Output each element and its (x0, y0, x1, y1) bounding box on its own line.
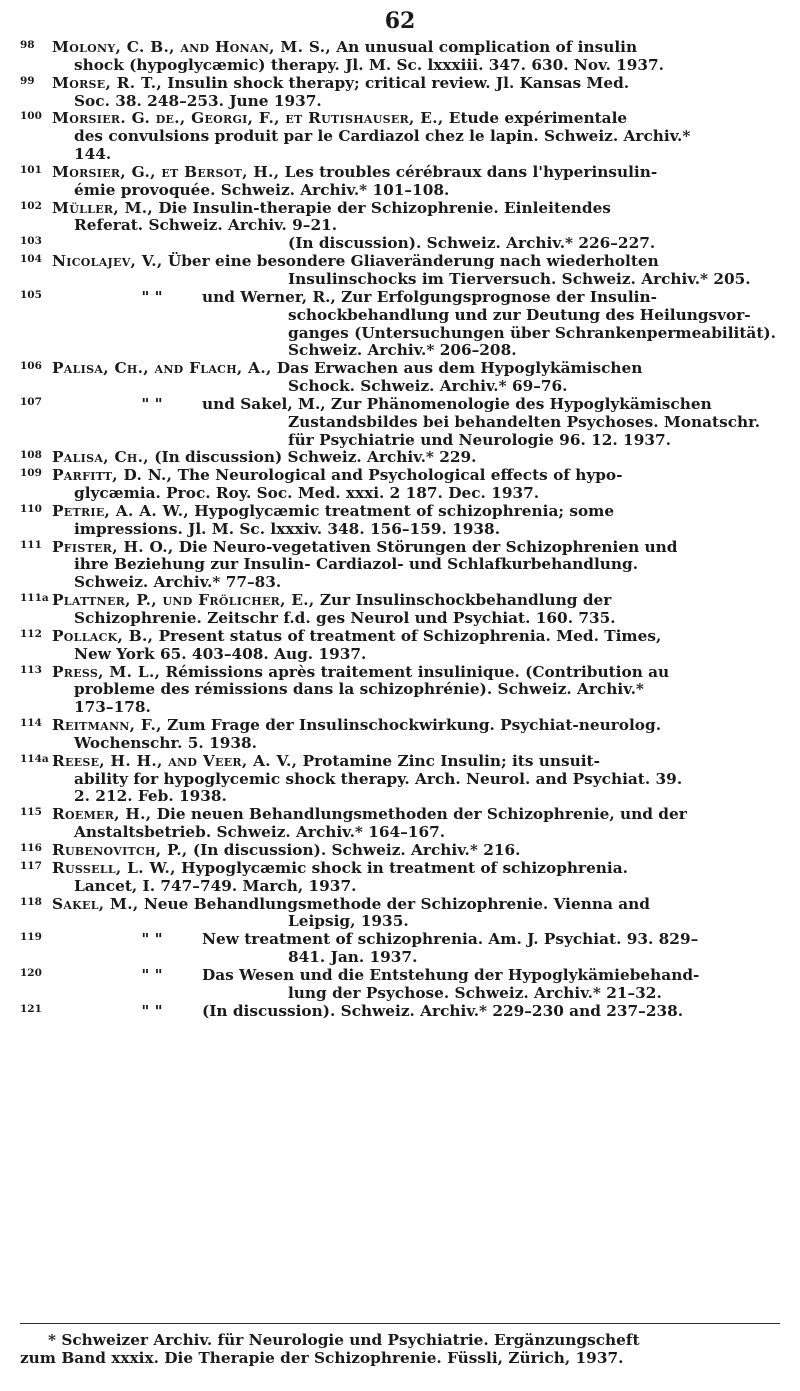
reference-number: 101 (20, 163, 42, 176)
reference-text: Das Erwachen aus dem Hypoglykämischen (271, 359, 643, 378)
reference-continuation: émie provoquée. Schweiz. Archiv.* 101–108. (74, 180, 450, 199)
reference-first-line (52, 75, 790, 93)
reference-continuation: Schweiz. Archiv.* 77–83. (74, 573, 282, 592)
reference-number: 107 (20, 395, 42, 408)
reference-number: 118 (20, 895, 42, 908)
reference-first-line (52, 860, 790, 878)
reference-continuation: New York 65. 403–408. Aug. 1937. (74, 644, 367, 663)
reference-entry (20, 664, 790, 718)
reference-text: Über eine besondere Gliaveränderung nach wiederholten (162, 252, 659, 271)
reference-entry (20, 717, 790, 753)
reference-continuation: Wochenschr. 5. 1938. (74, 733, 257, 752)
page-number: 62 (384, 8, 416, 34)
reference-first-line (52, 628, 790, 646)
footnote-line-2: zum Band xxxix. Die Therapie der Schizophrenie. Füssli, Zürich, 1937. (20, 1349, 624, 1367)
reference-entry (20, 75, 790, 111)
reference-text: Das Wesen und die Entstehung der Hypoglykämiebehand- (202, 965, 700, 984)
reference-author: Palisa, Ch., (52, 448, 149, 467)
reference-entry (20, 806, 790, 842)
reference-author: Molony, C. B., and Honan, M. S., (52, 38, 331, 56)
reference-text: Etude expérimentale (443, 109, 628, 128)
reference-text: An unusual complication of insulin (330, 38, 638, 56)
reference-text: Die Neuro-vegetativen Störungen der Schizophrenien und (173, 537, 678, 556)
reference-number: 113 (20, 663, 42, 676)
reference-author: Parfitt, D. N., (52, 466, 173, 485)
reference-author: Rubenovitch, P., (52, 840, 188, 859)
reference-continuation: 144. (74, 145, 112, 164)
reference-text: Hypoglycæmic shock in treatment of schizophrenia. (175, 858, 628, 877)
reference-continuation: Insulinschocks im Tierversuch. Schweiz. Archiv.* 205. (288, 269, 751, 288)
reference-number: 120 (20, 966, 42, 979)
reference-entry (20, 467, 790, 503)
reference-first-line (52, 931, 790, 949)
footnote-divider (20, 1323, 780, 1324)
reference-first-line (52, 449, 790, 467)
reference-continuation: impressions. Jl. M. Sc. lxxxiv. 348. 156–159. 1938. (74, 519, 501, 538)
reference-entry (20, 753, 790, 807)
reference-text: (In discussion). Schweiz. Archiv.* 216. (187, 840, 521, 859)
reference-author: Müller, M., (52, 198, 154, 217)
footnote-line-1: * Schweizer Archiv. für Neurologie und Psychiatrie. Ergänzungscheft (48, 1331, 640, 1349)
reference-author: Palisa, Ch., and Flach, A., (52, 359, 272, 378)
reference-author: Plattner, P., und Frölicher, E., (52, 591, 315, 610)
reference-number: 114a (20, 752, 49, 765)
reference-author: Petrie, A. A. W., (52, 501, 189, 520)
reference-first-line (52, 503, 790, 521)
reference-entry (20, 628, 790, 664)
reference-entry (20, 503, 790, 539)
reference-continuation: schockbehandlung und zur Deutung des Heilungsvor- (288, 305, 751, 324)
reference-first-line (52, 289, 790, 307)
reference-author: Reitmann, F., (52, 716, 162, 735)
reference-first-line (52, 1003, 790, 1021)
reference-number: 116 (20, 841, 42, 854)
reference-continuation: des convulsions produit par le Cardiazol chez le lapin. Schweiz. Archiv.* (74, 127, 691, 146)
reference-number: 111a (20, 592, 49, 605)
reference-first-line (52, 235, 790, 253)
ditto-mark: " " (141, 394, 163, 413)
reference-first-line (52, 842, 790, 860)
reference-text: Insulin shock therapy; critical review. Jl. Kansas Med. (161, 73, 630, 92)
reference-author: Russell, L. W., (52, 858, 176, 877)
reference-entry (20, 1003, 790, 1021)
reference-number: 121 (20, 1002, 42, 1015)
reference-first-line (52, 360, 790, 378)
reference-entry (20, 200, 790, 236)
reference-first-line (52, 253, 790, 271)
reference-text: Hypoglycæmic treatment of schizophrenia; some (188, 501, 615, 520)
reference-text: Die Insulin-therapie der Schizophrenie. Einleitendes (153, 198, 611, 217)
reference-number: 106 (20, 360, 42, 373)
reference-author: Reese, H. H., and Veer, A. V., (52, 751, 298, 770)
reference-continuation: Anstaltsbetrieb. Schweiz. Archiv.* 164–167. (74, 823, 446, 842)
reference-text: Protamine Zinc Insulin; its unsuit- (297, 751, 600, 770)
reference-entry (20, 253, 790, 289)
reference-text: The Neurological and Psychological effects of hypo- (172, 466, 623, 485)
reference-first-line (52, 896, 790, 914)
reference-continuation: für Psychiatrie und Neurologie 96. 12. 1937. (288, 430, 671, 449)
reference-number: 103 (20, 235, 42, 248)
reference-number: 117 (20, 859, 42, 872)
ditto-mark: " " (141, 287, 163, 306)
reference-entry (20, 360, 790, 396)
reference-continuation: Zustandsbildes bei behandelten Psychoses. Monatschr. (288, 412, 761, 431)
reference-entry (20, 842, 790, 860)
reference-author: Press, M. L., (52, 662, 161, 681)
reference-author: Morse, R. T., (52, 73, 162, 92)
reference-author: Sakel, M., (52, 894, 139, 913)
reference-entry (20, 396, 790, 450)
reference-number: 114 (20, 717, 42, 730)
reference-entry (20, 967, 790, 1003)
reference-number: 119 (20, 931, 42, 944)
reference-number: 108 (20, 449, 42, 462)
reference-continuation: Soc. 38. 248–253. June 1937. (74, 91, 322, 110)
reference-first-line (52, 164, 790, 182)
reference-text: (In discussion) Schweiz. Archiv.* 229. (148, 448, 477, 467)
reference-text: und Werner, R., Zur Erfolgungsprognose der Insulin- (202, 287, 657, 306)
reference-list (20, 39, 790, 1020)
reference-number: 115 (20, 806, 42, 819)
reference-continuation: ihre Beziehung zur Insulin- Cardiazol- und Schlafkurbehandlung. (74, 555, 639, 574)
reference-continuation: lung der Psychose. Schweiz. Archiv.* 21–32. (288, 983, 662, 1002)
ditto-mark: " " (141, 965, 163, 984)
reference-first-line (52, 967, 790, 985)
reference-first-line (52, 39, 790, 57)
reference-continuation: 173–178. (74, 698, 151, 717)
reference-number: 111 (20, 538, 42, 551)
reference-entry (20, 39, 790, 75)
reference-entry (20, 110, 790, 164)
reference-text: Rémissions après traitement insulinique. (Contribution au (160, 662, 670, 681)
reference-text: Present status of treatment of Schizophrenia. Med. Times, (153, 626, 662, 645)
reference-number: 102 (20, 199, 42, 212)
ditto-mark: " " (141, 930, 163, 949)
reference-continuation: probleme des rémissions dans la schizophrénie). Schweiz. Archiv.* (74, 680, 644, 699)
reference-first-line (52, 539, 790, 557)
reference-continuation: Schizophrenie. Zeitschr f.d. ges Neurol und Psychiat. 160. 735. (74, 609, 616, 627)
reference-text: Zur Insulinschockbehandlung der (314, 591, 612, 610)
reference-entry (20, 931, 790, 967)
reference-continuation: 841. Jan. 1937. (288, 948, 418, 967)
reference-text: Die neuen Behandlungsmethoden der Schizophrenie, und der (151, 805, 687, 824)
reference-entry (20, 164, 790, 200)
reference-text: Les troubles cérébraux dans l'hyperinsulin- (279, 162, 658, 181)
reference-continuation: Referat. Schweiz. Archiv. 9–21. (74, 216, 338, 235)
reference-continuation: shock (hypoglycæmic) therapy. Jl. M. Sc. lxxxiii. 347. 630. Nov. 1937. (74, 55, 664, 74)
reference-continuation: Lancet, I. 747–749. March, 1937. (74, 876, 357, 895)
reference-number: 104 (20, 253, 42, 266)
reference-number: 109 (20, 467, 42, 480)
reference-first-line (52, 200, 790, 218)
reference-entry (20, 860, 790, 896)
reference-author: Pfister, H. O., (52, 537, 174, 556)
reference-first-line (52, 467, 790, 485)
reference-first-line (52, 396, 790, 414)
reference-continuation: ability for hypoglycemic shock therapy. Arch. Neurol. and Psychiat. 39. (74, 769, 683, 788)
reference-number: 99 (20, 74, 35, 87)
reference-number: 112 (20, 627, 42, 640)
reference-continuation: Schweiz. Archiv.* 206–208. (288, 341, 517, 360)
reference-continuation: Leipsig, 1935. (288, 912, 409, 931)
reference-first-line (52, 806, 790, 824)
reference-author: Nicolajev, V., (52, 252, 163, 271)
reference-first-line (52, 110, 790, 128)
reference-entry (20, 896, 790, 932)
reference-entry (20, 592, 790, 628)
reference-entry (20, 289, 790, 360)
reference-continuation: Schock. Schweiz. Archiv.* 69–76. (288, 377, 568, 396)
reference-author: Morsier. G. de., Georgi, F., et Rutishauser, E., (52, 109, 444, 128)
reference-continuation: ganges (Untersuchungen über Schrankenpermeabilität). (288, 323, 776, 342)
footnote (20, 1331, 790, 1367)
reference-author: Roemer, H., (52, 805, 152, 824)
reference-continuation: 2. 212. Feb. 1938. (74, 787, 227, 806)
reference-first-line (52, 664, 790, 682)
reference-text: und Sakel, M., Zur Phänomenologie des Hypoglykämischen (202, 394, 712, 413)
reference-text: (In discussion). Schweiz. Archiv.* 229–230 and 237–238. (202, 1001, 684, 1020)
reference-text: New treatment of schizophrenia. Am. J. Psychiat. 93. 829– (202, 930, 699, 949)
reference-first-line (52, 592, 790, 610)
reference-author: Morsier, G., et Bersot, H., (52, 162, 280, 181)
reference-entry (20, 449, 790, 467)
reference-number: 110 (20, 502, 42, 515)
reference-text: (In discussion). Schweiz. Archiv.* 226–227. (288, 234, 656, 253)
reference-entry (20, 235, 790, 253)
reference-first-line (52, 753, 790, 771)
reference-number: 98 (20, 39, 35, 51)
reference-continuation: glycæmia. Proc. Roy. Soc. Med. xxxi. 2 187. Dec. 1937. (74, 484, 540, 503)
reference-text: Zum Frage der Insulinschockwirkung. Psychiat-neurolog. (161, 716, 662, 735)
reference-entry (20, 539, 790, 593)
reference-number: 100 (20, 110, 42, 123)
reference-number: 105 (20, 288, 42, 301)
reference-author: Pollack, B., (52, 626, 154, 645)
ditto-mark: " " (141, 1001, 163, 1020)
reference-text: Neue Behandlungsmethode der Schizophrenie. Vienna and (138, 894, 650, 913)
reference-first-line (52, 717, 790, 735)
